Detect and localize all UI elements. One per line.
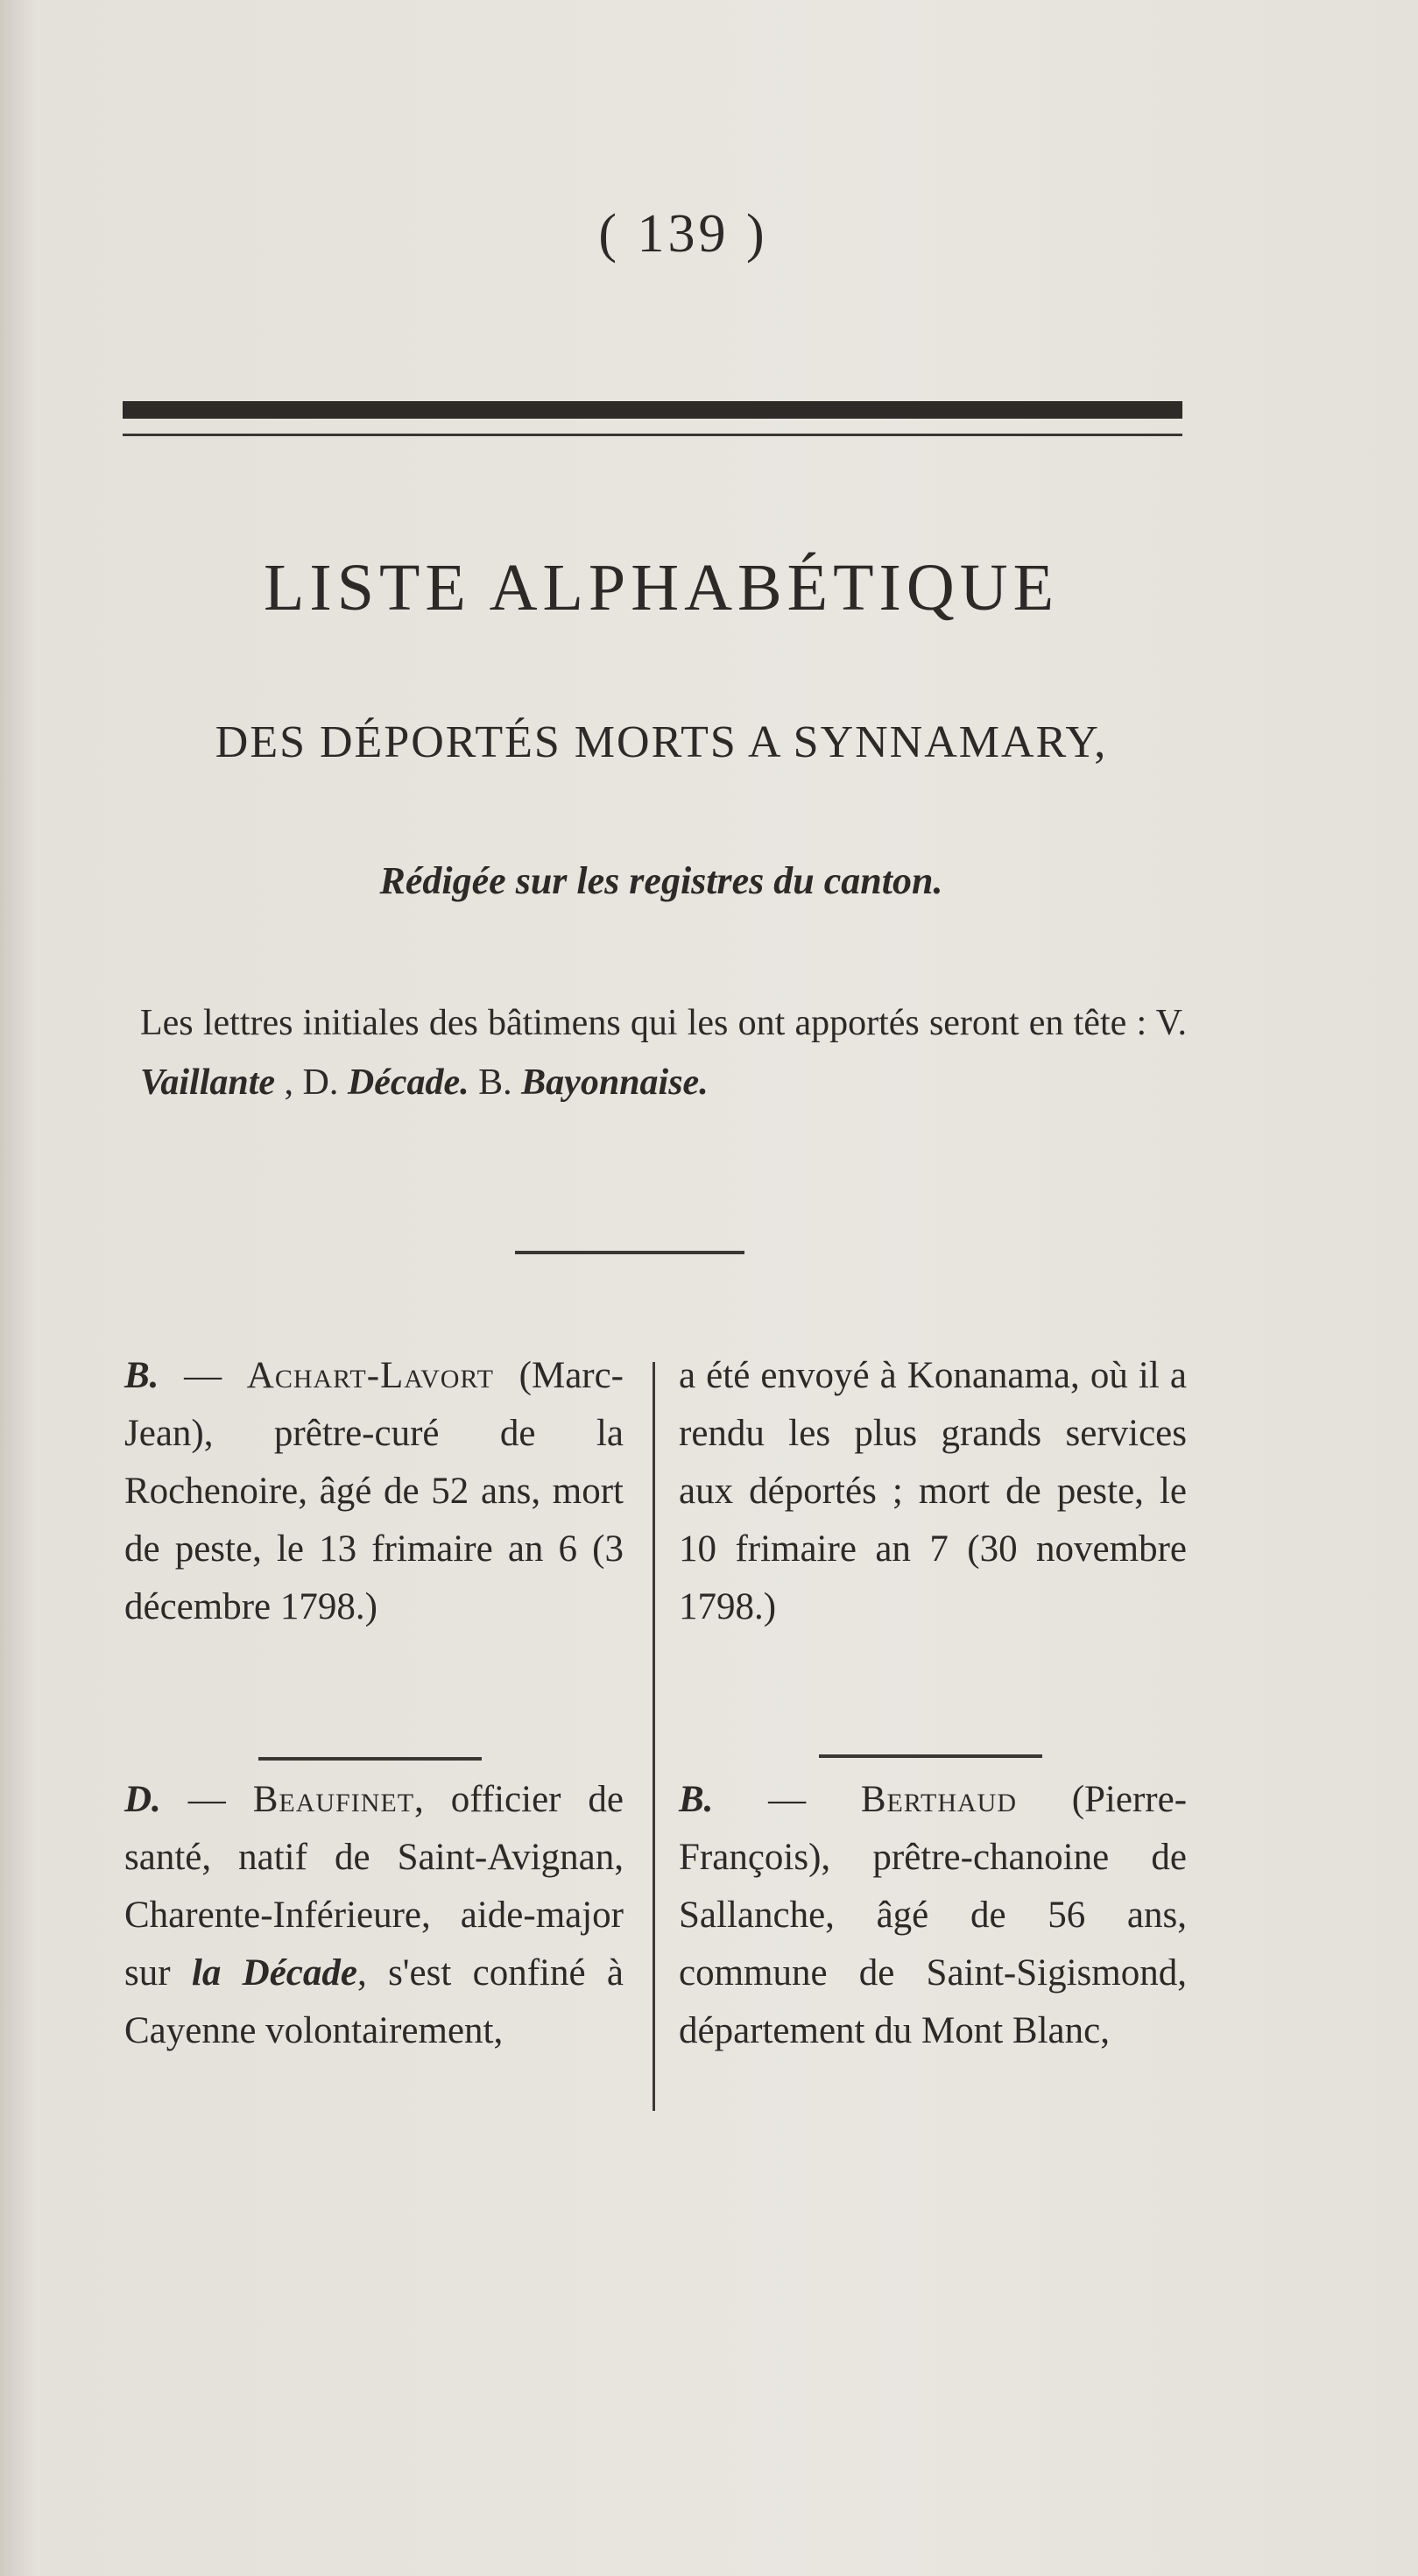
header-rule-thick	[123, 401, 1182, 419]
entry-surname: Achart-Lavort	[246, 1355, 494, 1396]
source-note: Rédigée sur les registres du canton.	[379, 859, 943, 902]
entry-text: , s'est confiné à Cayenne volontairement,	[124, 1952, 624, 2051]
ship-decade: Décade.	[347, 1062, 469, 1103]
entry-dash: —	[159, 1355, 247, 1396]
entry-dash: —	[713, 1779, 861, 1820]
intro-paragraph	[140, 993, 1187, 1112]
intro-text: Les lettres initiales des bâtimens qui les ont apportés seront en tête : V.	[140, 1003, 1187, 1043]
entry-dash: —	[160, 1779, 253, 1820]
entry-text: (Marc-Jean), prêtre-curé de la Rochenoire, âgé de 52 ans, mort de peste, le 13 frimaire an 6 (3 décembre 1798.)	[124, 1355, 624, 1627]
intro-sep-1: , D.	[275, 1062, 348, 1103]
entry-achart-lavort	[124, 1347, 624, 1636]
entry-text: a été envoyé à Konanama, où il a rendu les plus grands services aux déportés ; mort de peste, le 10 frimaire an 7 (30 novembre 1798.)	[679, 1355, 1187, 1627]
sub-title: DES DÉPORTÉS MORTS A SYNNAMARY,	[215, 717, 1108, 767]
entry-surname: Berthaud	[860, 1779, 1018, 1820]
entry-berthaud	[679, 1771, 1187, 2060]
main-title: LISTE ALPHABÉTIQUE	[263, 551, 1060, 625]
ship-vaillante: Vaillante	[140, 1062, 276, 1103]
ship-bayonnaise: Bayonnaise.	[521, 1062, 709, 1103]
section-divider	[515, 1251, 744, 1254]
entry-ship-code: B.	[124, 1355, 159, 1396]
entry-beaufinet	[124, 1771, 624, 2060]
entry-ship-name: la Décade	[191, 1952, 357, 1994]
entry-separator-right	[819, 1754, 1042, 1758]
page-number: ( 139 )	[598, 204, 768, 264]
entry-surname: Beaufinet	[252, 1779, 415, 1820]
entry-ship-code: B.	[679, 1779, 714, 1820]
entry-separator-left	[258, 1757, 482, 1761]
header-rule-thin	[123, 434, 1182, 436]
column-divider	[653, 1362, 655, 2111]
entry-ship-code: D.	[124, 1779, 161, 1820]
entry-continuation	[679, 1347, 1187, 1636]
entry-text: (Pierre-François), prêtre-chanoine de Sallanche, âgé de 56 ans, commune de Saint-Sigismond, département du Mont Blanc,	[679, 1779, 1188, 2051]
intro-sep-2: B.	[469, 1062, 522, 1103]
entry-text: , officier de santé, natif de Saint-Avignan, Charente-Inférieure, aide-major sur	[124, 1779, 624, 1994]
